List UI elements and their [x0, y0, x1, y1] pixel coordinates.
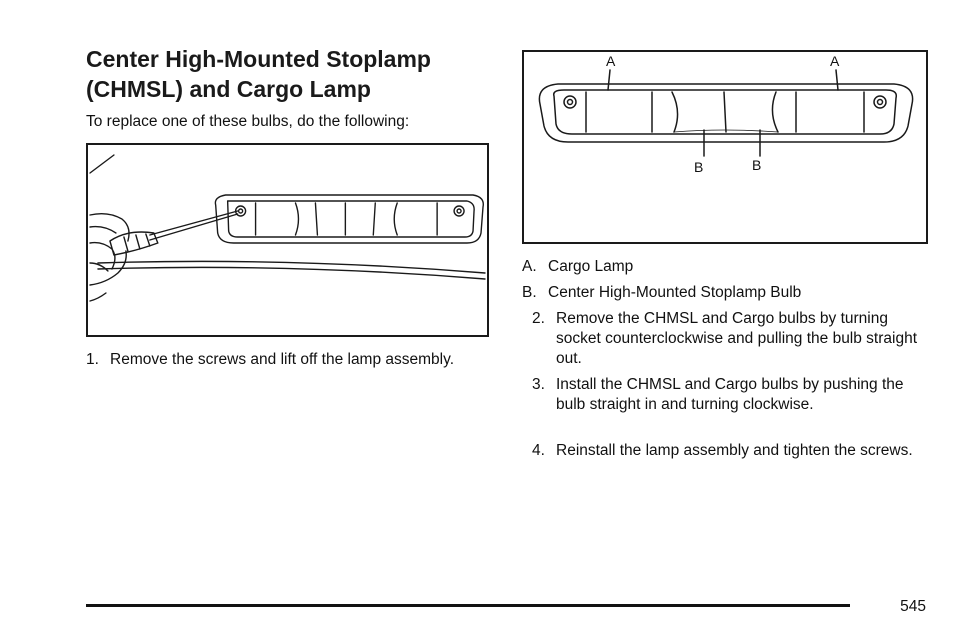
legend-key-a: A.	[522, 258, 537, 275]
callout-b-left: B	[694, 159, 704, 175]
page-title	[86, 44, 496, 104]
callout-a-right: A	[830, 53, 840, 69]
step-4-number: 4.	[532, 442, 545, 459]
footer-rule	[86, 604, 850, 607]
step-2-text: Remove the CHMSL and Cargo bulbs by turning socket counterclockwise and pulling the bulb straight out.	[556, 310, 918, 367]
step-3	[532, 375, 932, 415]
lamp-removal-drawing	[88, 145, 487, 335]
step-1-number: 1.	[86, 351, 99, 368]
step-4-text: Reinstall the lamp assembly and tighten the screws.	[556, 442, 913, 459]
step-1	[86, 350, 486, 370]
legend-item-a	[522, 257, 633, 277]
intro-text: To replace one of these bulbs, do the following:	[86, 113, 410, 130]
legend-item-b	[522, 283, 801, 303]
legend-key-b: B.	[522, 284, 537, 301]
step-4	[532, 441, 932, 461]
step-2-number: 2.	[532, 310, 545, 327]
lamp-parts-diagram	[522, 50, 928, 244]
page-title-line-2: (CHMSL) and Cargo Lamp	[86, 76, 371, 102]
callout-a-left: A	[606, 53, 616, 69]
step-3-number: 3.	[532, 376, 545, 393]
page-number: 545	[900, 598, 926, 615]
callout-b-right: B	[752, 157, 762, 173]
legend-text-b: Center High-Mounted Stoplamp Bulb	[548, 284, 802, 301]
lamp-removal-illustration	[86, 143, 489, 337]
legend-text-a: Cargo Lamp	[548, 258, 634, 275]
page-title-line-1: Center High-Mounted Stoplamp	[86, 46, 431, 72]
step-1-text: Remove the screws and lift off the lamp assembly.	[110, 351, 455, 368]
step-2	[532, 309, 932, 369]
lamp-parts-drawing	[524, 52, 926, 242]
step-3-text: Install the CHMSL and Cargo bulbs by pushing the bulb straight in and turning clockwise.	[556, 376, 904, 413]
